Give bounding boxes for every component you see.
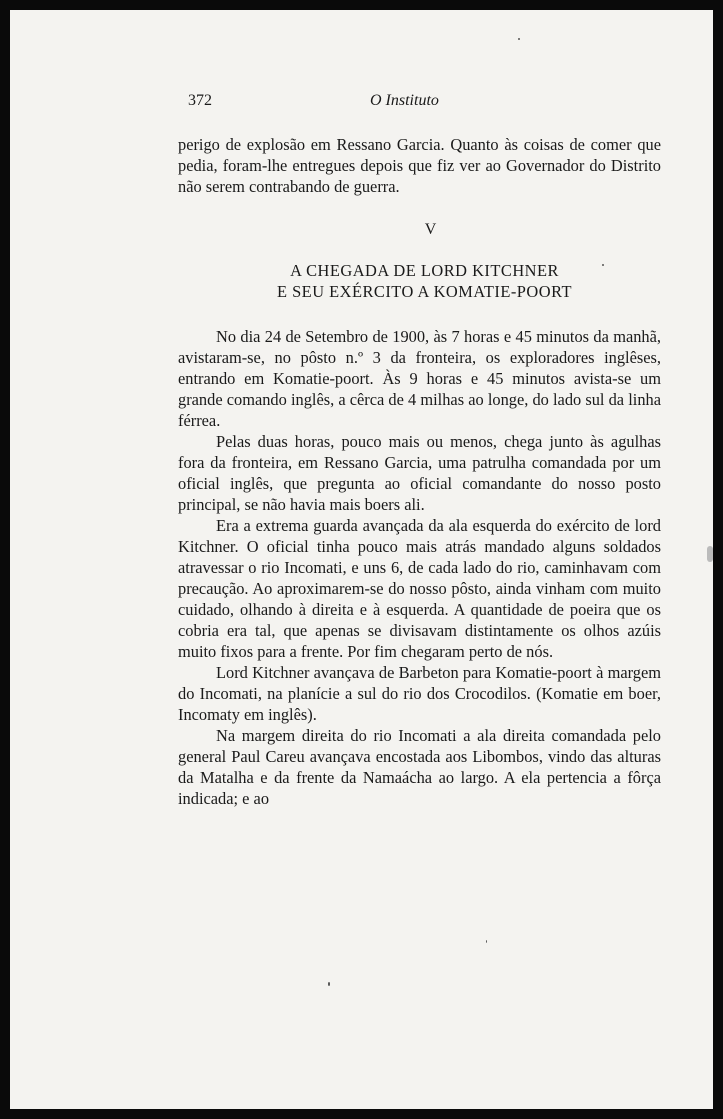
paragraph-1: No dia 24 de Setembro de 1900, às 7 horas e 45 minutos da manhã, avistaram-se, no pôsto n.º 3 da fronteira, os exploradores inglêses, entrando em Komatie-poort. Às 9 horas e 45 minutos avista-se um grande comando inglês, a cêrca de 4 milhas ao longe, do lado sul da linha férrea.	[178, 327, 661, 430]
paragraph-5: Na margem direita do rio Incomati a ala direita comandada pelo general Paul Careu avançava encostada aos Libombos, vindo das alturas da Matalha e da frente da Namaácha ao largo. A ela pertencia a fôrça indicada; e ao	[178, 726, 661, 808]
chapter-title-line-1: A CHEGADA DE LORD KITCHNER	[290, 261, 559, 280]
scanned-page	[10, 10, 713, 1109]
paragraph-3: Era a extrema guarda avançada da ala esquerda do exército de lord Kitchner. O oficial tinha pouco mais atrás mandado alguns soldados atravessar o rio Incomati, e uns 6, de cada lado do rio, caminhavam com precaução. Ao aproximarem-se do nosso pôsto, ainda vinham com muito cuidado, olhando à direita e à esquerda. A quantidade de poeira que os cobria era tal, que apenas se divisavam distintamente os olhos azúis muito fixos para a frente. Por fim chegaram perto de nós.	[178, 516, 661, 661]
intro-paragraph: perigo de explosão em Ressano Garcia. Quanto às coisas de comer que pedia, foram-lhe entregues depois que fiz ver ao Governador do Distrito não serem contrabando de guerra.	[178, 135, 661, 196]
running-title: O Instituto	[370, 92, 439, 109]
edge-smudge	[707, 546, 713, 562]
paragraph-2: Pelas duas horas, pouco mais ou menos, chega junto às agulhas fora da fronteira, em Ressano Garcia, uma patrulha comandada por um oficial inglês, que pregunta ao oficial comandante do nosso posto principal, se não havia mais boers ali.	[178, 432, 661, 514]
page-header	[178, 92, 643, 114]
paragraph-4: Lord Kitchner avançava de Barbeton para Komatie-poort à margem do Incomati, na planície a sul do rio dos Crocodilos. (Komatie em boer, Incomaty em inglês).	[178, 663, 661, 724]
chapter-title-line-2: E SEU EXÉRCITO A KOMATIE-POORT	[276, 282, 573, 301]
chapter-title	[178, 260, 661, 302]
section-numeral: V	[424, 221, 437, 238]
page-body	[178, 134, 661, 809]
page-number: 372	[188, 92, 212, 109]
